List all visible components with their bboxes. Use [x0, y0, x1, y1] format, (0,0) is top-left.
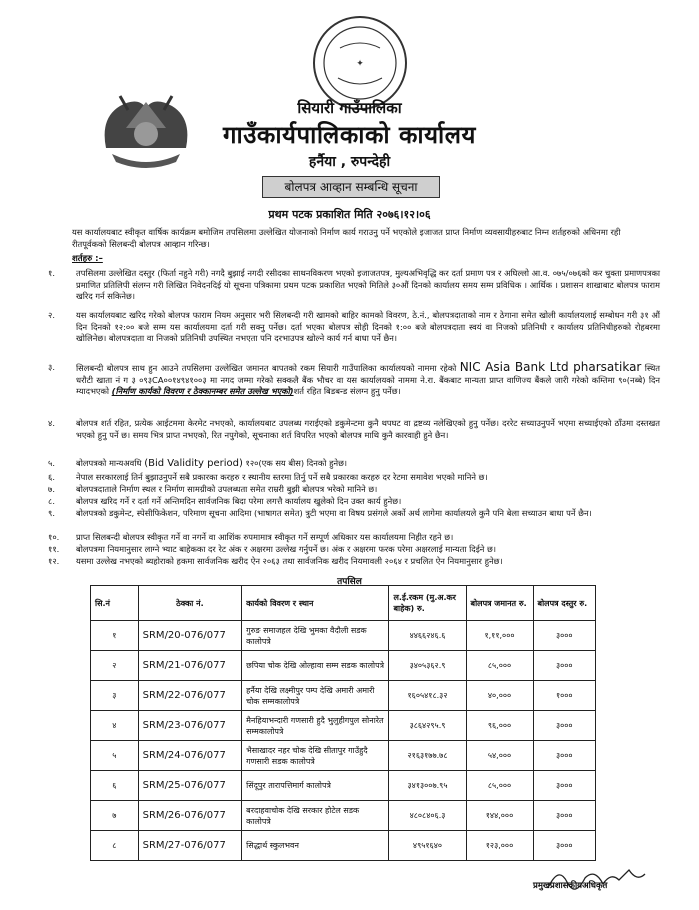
cell-estimate: ४८०८४०६.३	[389, 801, 466, 831]
header-contract-no: ठेक्का नं.	[138, 586, 242, 621]
condition-item	[48, 268, 660, 303]
condition-item	[48, 310, 660, 345]
cell-bid-fee: ३०००	[533, 741, 595, 771]
header-description: कार्यको विवरण र स्थान	[242, 586, 389, 621]
cell-contract-no: SRM/26-076/077	[138, 801, 242, 831]
cell-sn: २	[91, 651, 139, 681]
publish-date: प्रथम पटक प्रकाशित मिति २०७६।१२।०६	[268, 208, 431, 221]
cell-description: सिद्धार्थ स्कुलभवन	[242, 831, 389, 861]
cell-contract-no: SRM/22-076/077	[138, 681, 242, 711]
condition-text	[76, 458, 660, 470]
table-row	[91, 621, 596, 651]
condition-number: ४.	[48, 418, 55, 428]
condition-text: यसमा उल्लेख नभएको ब्यहोराको हकमा सार्वजनिक खरीद ऐन २०६३ तथा सार्वजनिक खरीद नियमावली २०६४ र प्रचलित ऐन नियमानुसार हुनेछ।	[76, 556, 503, 566]
condition-item	[48, 418, 660, 441]
condition-text-part: शर्त रहित बिडबन्ड संलग्न हुनु पर्नेछ।	[293, 386, 401, 396]
cell-estimate: ३८६४२९५.९	[389, 711, 466, 741]
condition-number: ७.	[48, 484, 55, 494]
cell-sn: ३	[91, 681, 139, 711]
cell-estimate: ३४१३००७.९५	[389, 771, 466, 801]
condition-text	[76, 362, 660, 398]
cell-description: गुरुङ समाजहल देखि भुमका वैदौली सडक कालोपत्रे	[242, 621, 389, 651]
cell-contract-no: SRM/21-076/077	[138, 651, 242, 681]
cell-description: सिंदूपुर तारापत्तिमार्ग कालोपत्रे	[242, 771, 389, 801]
table-row	[91, 801, 596, 831]
signature-title: प्रमुखप्रशासकीयअधिकृत	[533, 881, 608, 891]
header-bid-fee: बोलपत्र दस्तुर रु.	[533, 586, 595, 621]
cell-bid-fee: ३०००	[533, 711, 595, 741]
conditions-heading: शर्तहरु :–	[72, 254, 103, 264]
condition-number: ८.	[48, 496, 55, 506]
cell-description: मैनहियाभन्दारी गणसारी हुदै भुलुहीगपुल सोनारेत सम्मकालोपत्रे	[242, 711, 389, 741]
condition-number: १०.	[48, 532, 60, 542]
schedule-title: तपसिल	[337, 577, 362, 587]
cell-estimate: ४९५१६४०	[389, 831, 466, 861]
cell-bid-security: ८५,०००	[466, 771, 533, 801]
table-row	[91, 741, 596, 771]
condition-number: ९.	[48, 508, 55, 518]
intro-paragraph: यस कार्यालयबाट स्वीकृत वार्षिक कार्यक्रम बमोजिम तपसिलमा उल्लेखित योजनाको निर्माण कार्य गराउनु पर्ने भएकोले इजाजत प्राप्त निर्माण व्यवसायीहरुबाट निम्न शर्तहरुको अधिनमा रही रीतपूर्वकको सिलबन्दी बोलपत्र आव्हान गरिन्छ।	[72, 227, 621, 249]
cell-bid-security: ८५,०००	[466, 651, 533, 681]
cell-bid-fee: १०००	[533, 681, 595, 711]
cell-contract-no: SRM/27-076/077	[138, 831, 242, 861]
condition-item	[48, 496, 660, 508]
condition-text: बोलपत्रमा नियमानुसार लाग्ने भ्याट बाहेकका दर रेट अंक र अक्षरमा उल्लेख गर्नुपर्ने छ। अंक र अक्षरमा फरक परेमा अक्षरलाई मान्यता दिईने छ।	[76, 544, 496, 554]
cell-bid-security: १,११,०००	[466, 621, 533, 651]
condition-text: बोलपत्रको डकुमेन्ट, स्पेसीफिकेशन, परिमाण सूचना आदिमा (भाषागत समेत) त्रुटी भएमा वा विषय प्रसंगले अर्को अर्थ लागेमा कार्यालयले कुनै पनि बेला सच्याउन बाधा पर्ने छैन।	[76, 508, 592, 518]
condition-text-part: स्थित धरौटी खाता नं ग ३ ०९३CA००१४९४१००३ मा नगद जम्मा गरेको सक्कलै बैंक भौचर वा यस कार्यालयको नाममा ने.रा. बैंकबाट मान्यता प्राप्त वाणिज्य बैंकले जारी गरेको कम्तिमा ९०(नब्बे) दिन म्यादभएको	[76, 363, 661, 396]
condition-number: ६.	[48, 472, 55, 482]
table-header-row	[91, 586, 596, 621]
condition-item	[48, 556, 660, 568]
table-row	[91, 681, 596, 711]
cell-sn: ५	[91, 741, 139, 771]
cell-bid-security: १४४,०००	[466, 801, 533, 831]
table-row	[91, 651, 596, 681]
cell-bid-security: ९६,०००	[466, 711, 533, 741]
cell-sn: ८	[91, 831, 139, 861]
cell-bid-fee: ३०००	[533, 771, 595, 801]
cell-contract-no: SRM/25-076/077	[138, 771, 242, 801]
header-sn: सि.नं	[91, 586, 139, 621]
municipality-name: सियारी गाउँपालिका	[297, 99, 402, 117]
svg-text:✦: ✦	[356, 59, 364, 69]
cell-estimate: १६०५४१८.३२	[389, 681, 466, 711]
condition-item	[48, 472, 660, 484]
condition-item	[48, 484, 660, 496]
cell-bid-fee: ३०००	[533, 651, 595, 681]
header-bid-security: बोलपत्र जमानत रु.	[466, 586, 533, 621]
condition-text: प्राप्त सिलबन्दी बोलपत्र स्वीकृत गर्ने वा नगर्ने वा आशिंक रुपमामात्र स्वीकृत गर्ने सम्पूर्ण अधिकार यस कार्यालयमा निहीत रहने छ।	[76, 532, 454, 542]
condition-item	[48, 508, 660, 520]
condition-item	[48, 544, 660, 556]
table-row	[91, 831, 596, 861]
bank-name: NIC Asia Bank Ltd pharsatikar	[459, 360, 642, 374]
condition-text-part: सिलबन्दी बोलपत्र साथ हुन आउने तपसिलमा उल्लेखित जमानत बापतको रकम सियारी गाउँपालिका कार्यालयको नाममा रहेको	[76, 363, 457, 373]
condition-number: ३.	[48, 362, 55, 372]
condition-text-part: बोलपत्रको मान्यअवधि	[76, 458, 142, 468]
cell-contract-no: SRM/23-076/077	[138, 711, 242, 741]
condition-number: २.	[48, 310, 55, 320]
cell-description: हर्नैया देखि लक्ष्मीपुर पम्प देखि अमारी अमारी चोक सम्मकालोपत्रे	[242, 681, 389, 711]
bid-validity-label: (Bid Validity period)	[144, 458, 243, 469]
condition-text: बोलपत्रदाताले निर्माण स्थल र निर्माण सामग्रीको उपलब्धता समेत राम्ररी बुझी बोलपत्र भरेको मानिने छ।	[76, 484, 378, 494]
condition-text: तपसिलमा उल्लेखित दस्तुर (फिर्ता नहुने गरी) नगदै बुझाई नगदी रसीदका साथनविकरण भएको इजाजतपत्र, मुल्यअभिवृद्धि कर दर्ता प्रमाण पत्र र अघिल्लो आ.व. ०७५/०७६को कर चुक्ता प्रमाणपत्रका प्रमाणित प्रतिलिपी संलग्न गरी लिखित निवेदनदिई यो सूचना पत्रिकामा प्रथम पटक प्रकाशित भएको मितिले ३०औं दिनको कार्यालय समय सम्म प्रविधिक । आर्थिक । प्रशासन शाखाबाट बोलपत्र फाराम खरिद गर्न सकिनेछ।	[76, 268, 660, 301]
cell-bid-security: ४०,०००	[466, 681, 533, 711]
condition-text: यस कार्यालयबाट खरिद गरेको बोलपत्र फाराम नियम अनुसार भरी सिलबन्दी गरी खामको बाहिर कामको विवरण, ठे.नं., बोलपत्रदाताको नाम र ठेगाना समेत खोली कार्यालयलाई सम्बोधन गरी ३१ औं दिन दिनको १२:०० बजे सम्म यस कार्यालयमा दर्ता गरी सक्नु पर्नेछ। दर्ता भएका बोलपत्र सोही दिनको १:०० बजे बोलपत्रदाता स्वयं वा निजको प्रतिनिधी र कार्यालय प्रतिनिधीहरुको रोहबरमा खोलिनेछ। बोलपत्रदाता वा निजको प्रतिनिधी उपस्थित नभएता पनि दरभाउपत्र खोल्ने कार्य गर्न बाधा पर्ने छैन।	[76, 310, 660, 343]
tender-schedule-table	[90, 585, 596, 861]
cell-sn: ४	[91, 711, 139, 741]
cell-sn: ७	[91, 801, 139, 831]
condition-number: १२.	[48, 556, 60, 566]
condition-item	[48, 532, 660, 544]
cell-bid-security: १२३,०००	[466, 831, 533, 861]
condition-number: ११.	[48, 544, 60, 554]
office-title: गाउँकार्यपालिकाको कार्यालय	[223, 121, 476, 149]
cell-estimate: ४४६६२४६.६	[389, 621, 466, 651]
cell-estimate: २१६३१७७.७८	[389, 741, 466, 771]
notice-title: बोलपत्र आव्हान सम्बन्धि सूचना	[262, 176, 440, 198]
cell-contract-no: SRM/20-076/077	[138, 621, 242, 651]
cell-contract-no: SRM/24-076/077	[138, 741, 242, 771]
cell-description: भैसाखादर नहर चोक देखि सीतापुर गाउँहुदै गणसारी सडक कालोपत्रे	[242, 741, 389, 771]
cell-bid-fee: ३०००	[533, 621, 595, 651]
condition-text-part: १२०(एक सय बीस) दिनको हुनेछ।	[245, 458, 348, 468]
cell-estimate: ३४०५३६२.९	[389, 651, 466, 681]
table-row	[91, 711, 596, 741]
table-row	[91, 771, 596, 801]
condition-text: नेपाल सरकारलाई तिर्न बुझाउनुपर्ने सबै प्रकारका करहरु र स्थानीय स्तरमा तिर्नु पर्ने सबै प्रकारका करहरु दर रेटमा समावेश भएको मानिने छ।	[76, 472, 488, 482]
header-estimate: ल.ई.रकम (मु.अ.कर बाहेक) रु.	[389, 586, 466, 621]
emphasis-text: (निर्माण कार्यको विवरण र ठेक्कानम्बर समेत उल्लेख भएको)	[111, 386, 294, 396]
cell-description: छपिया चोक देखि ओल्हावा सम्म सडक कालोपत्रे	[242, 651, 389, 681]
cell-sn: ६	[91, 771, 139, 801]
condition-number: ५.	[48, 458, 55, 468]
condition-number: १.	[48, 268, 55, 278]
cell-sn: १	[91, 621, 139, 651]
cell-description: बरदाहवाचोक देखि सरकार होटेल सडक कालोपत्रे	[242, 801, 389, 831]
condition-item	[48, 458, 660, 470]
cell-bid-fee: ३०००	[533, 801, 595, 831]
condition-text: बोलपत्र खरिद गर्ने र दर्ता गर्ने अन्तिमदिन सार्वजनिक बिदा परेमा लगत्तै कार्यालय खुलेको दिन उक्त कार्य हुनेछ।	[76, 496, 402, 506]
office-address: हर्नैया , रुपन्देही	[308, 154, 391, 170]
cell-bid-security: ५४,०००	[466, 741, 533, 771]
condition-item	[48, 362, 660, 398]
condition-text: बोलपत्र शर्त रहित, प्रत्येक आईटममा केरमेट नभएको, कार्यालयबाट उपलब्ध गराईएको डकुमेन्टमा कुनै थपघट वा द्रष्टव्य नलेखिएको हुनु पर्नेछ। दररेट सच्याउनुपर्ने भएमा सच्याईएको ठाँउमा दस्तखत भएको हुनु पर्ने छ। समय भित्र प्राप्त नभएको, रित नपुगेको, सूचनाका शर्त विपरित भएको बोलपत्र माथि कुनै कारवाही हुने छैन।	[76, 418, 660, 440]
cell-bid-fee: ३०००	[533, 831, 595, 861]
